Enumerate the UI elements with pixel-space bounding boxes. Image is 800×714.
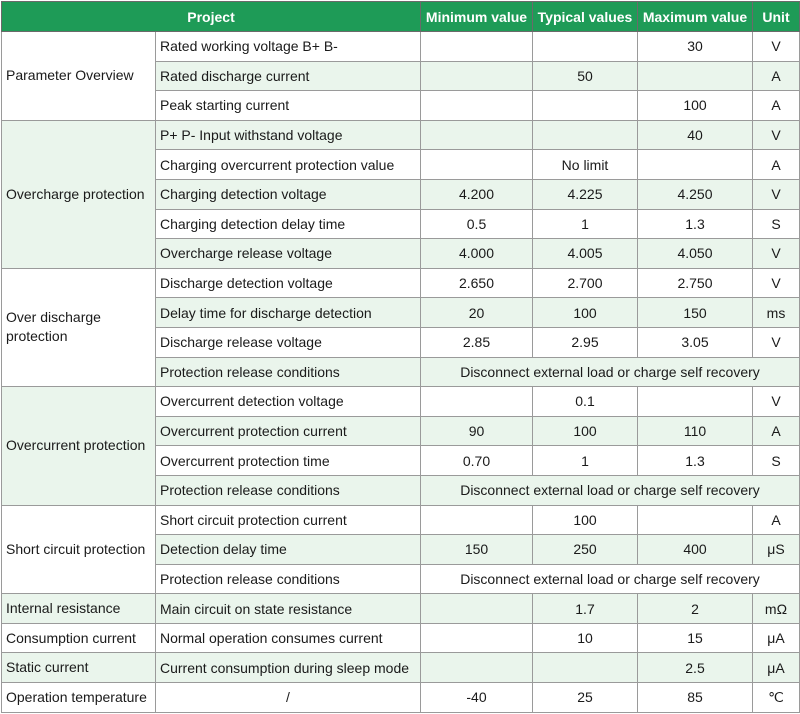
- group-label: Operation temperature: [2, 683, 156, 713]
- min-value: [421, 653, 533, 683]
- group-label: Short circuit protection: [2, 505, 156, 594]
- max-value: 100: [638, 91, 753, 121]
- typical-value: 100: [533, 505, 638, 535]
- unit-value: A: [753, 505, 800, 535]
- min-value: 2.650: [421, 268, 533, 298]
- unit-value: V: [753, 239, 800, 269]
- typical-value: [533, 653, 638, 683]
- item-label: Overcharge release voltage: [156, 239, 421, 269]
- typical-value: [533, 120, 638, 150]
- group-label: Overcurrent protection: [2, 387, 156, 505]
- typical-value: 2.95: [533, 327, 638, 357]
- item-label: /: [156, 683, 421, 713]
- unit-value: ms: [753, 298, 800, 328]
- item-label: Main circuit on state resistance: [156, 594, 421, 624]
- max-value: 2.5: [638, 653, 753, 683]
- unit-value: A: [753, 61, 800, 91]
- item-label: Short circuit protection current: [156, 505, 421, 535]
- header-row: [2, 2, 800, 32]
- min-value: [421, 505, 533, 535]
- max-value: [638, 505, 753, 535]
- unit-value: S: [753, 446, 800, 476]
- typical-value: No limit: [533, 150, 638, 180]
- item-label: Discharge release voltage: [156, 327, 421, 357]
- typical-value: [533, 32, 638, 62]
- item-label: P+ P- Input withstand voltage: [156, 120, 421, 150]
- unit-value: μA: [753, 623, 800, 653]
- table-row: [2, 268, 800, 298]
- min-value: [421, 32, 533, 62]
- typical-value: 100: [533, 298, 638, 328]
- item-label: Overcurrent detection voltage: [156, 387, 421, 417]
- min-value: [421, 623, 533, 653]
- typical-value: 1: [533, 446, 638, 476]
- min-value: 0.5: [421, 209, 533, 239]
- max-value: 150: [638, 298, 753, 328]
- unit-value: A: [753, 91, 800, 121]
- max-value: 400: [638, 535, 753, 565]
- item-label: Charging detection delay time: [156, 209, 421, 239]
- group-label: Parameter Overview: [2, 32, 156, 121]
- max-value: [638, 150, 753, 180]
- header-maximum: Maximum value: [638, 2, 753, 32]
- min-value: 90: [421, 416, 533, 446]
- item-label: Protection release conditions: [156, 564, 421, 594]
- unit-value: V: [753, 268, 800, 298]
- item-label: Protection release conditions: [156, 475, 421, 505]
- unit-value: V: [753, 120, 800, 150]
- min-value: 150: [421, 535, 533, 565]
- min-value: [421, 61, 533, 91]
- typical-value: 0.1: [533, 387, 638, 417]
- group-label: Static current: [2, 653, 156, 683]
- item-label: Delay time for discharge detection: [156, 298, 421, 328]
- spec-table: [1, 1, 800, 713]
- header-minimum: Minimum value: [421, 2, 533, 32]
- min-value: 4.200: [421, 179, 533, 209]
- item-label: Normal operation consumes current: [156, 623, 421, 653]
- min-value: 4.000: [421, 239, 533, 269]
- group-label: Consumption current: [2, 623, 156, 653]
- min-value: [421, 387, 533, 417]
- typical-value: 2.700: [533, 268, 638, 298]
- max-value: 2.750: [638, 268, 753, 298]
- typical-value: 100: [533, 416, 638, 446]
- header-project: Project: [2, 2, 421, 32]
- item-label: Overcurrent protection time: [156, 446, 421, 476]
- min-value: 20: [421, 298, 533, 328]
- max-value: 15: [638, 623, 753, 653]
- unit-value: A: [753, 150, 800, 180]
- max-value: 1.3: [638, 446, 753, 476]
- min-value: 0.70: [421, 446, 533, 476]
- unit-value: mΩ: [753, 594, 800, 624]
- unit-value: μS: [753, 535, 800, 565]
- max-value: 2: [638, 594, 753, 624]
- item-label: Peak starting current: [156, 91, 421, 121]
- table-row: [2, 683, 800, 713]
- item-label: Detection delay time: [156, 535, 421, 565]
- item-label: Charging overcurrent protection value: [156, 150, 421, 180]
- typical-value: 50: [533, 61, 638, 91]
- typical-value: 25: [533, 683, 638, 713]
- item-label: Overcurrent protection current: [156, 416, 421, 446]
- max-value: [638, 387, 753, 417]
- unit-value: V: [753, 179, 800, 209]
- min-value: [421, 91, 533, 121]
- spec-body: [2, 32, 800, 713]
- item-label: Rated discharge current: [156, 61, 421, 91]
- max-value: 30: [638, 32, 753, 62]
- unit-value: ℃: [753, 683, 800, 713]
- group-label: Internal resistance: [2, 594, 156, 624]
- typical-value: 4.005: [533, 239, 638, 269]
- header-typical: Typical values: [533, 2, 638, 32]
- release-note: Disconnect external load or charge self recovery: [421, 475, 800, 505]
- typical-value: 10: [533, 623, 638, 653]
- group-label: Over discharge protection: [2, 268, 156, 386]
- header-unit: Unit: [753, 2, 800, 32]
- max-value: 3.05: [638, 327, 753, 357]
- min-value: 2.85: [421, 327, 533, 357]
- max-value: 40: [638, 120, 753, 150]
- item-label: Discharge detection voltage: [156, 268, 421, 298]
- release-note: Disconnect external load or charge self recovery: [421, 564, 800, 594]
- min-value: [421, 150, 533, 180]
- table-row: [2, 387, 800, 417]
- max-value: 4.050: [638, 239, 753, 269]
- typical-value: 1: [533, 209, 638, 239]
- typical-value: 4.225: [533, 179, 638, 209]
- table-row: [2, 623, 800, 653]
- unit-value: S: [753, 209, 800, 239]
- typical-value: 250: [533, 535, 638, 565]
- table-row: [2, 505, 800, 535]
- min-value: [421, 120, 533, 150]
- max-value: [638, 61, 753, 91]
- max-value: 4.250: [638, 179, 753, 209]
- max-value: 85: [638, 683, 753, 713]
- unit-value: V: [753, 387, 800, 417]
- typical-value: 1.7: [533, 594, 638, 624]
- unit-value: V: [753, 327, 800, 357]
- unit-value: μA: [753, 653, 800, 683]
- unit-value: V: [753, 32, 800, 62]
- table-row: [2, 120, 800, 150]
- item-label: Protection release conditions: [156, 357, 421, 387]
- item-label: Current consumption during sleep mode: [156, 653, 421, 683]
- item-label: Charging detection voltage: [156, 179, 421, 209]
- max-value: 110: [638, 416, 753, 446]
- item-label: Rated working voltage B+ B-: [156, 32, 421, 62]
- release-note: Disconnect external load or charge self recovery: [421, 357, 800, 387]
- min-value: -40: [421, 683, 533, 713]
- table-row: [2, 594, 800, 624]
- group-label: Overcharge protection: [2, 120, 156, 268]
- table-row: [2, 653, 800, 683]
- min-value: [421, 594, 533, 624]
- table-row: [2, 32, 800, 62]
- unit-value: A: [753, 416, 800, 446]
- typical-value: [533, 91, 638, 121]
- max-value: 1.3: [638, 209, 753, 239]
